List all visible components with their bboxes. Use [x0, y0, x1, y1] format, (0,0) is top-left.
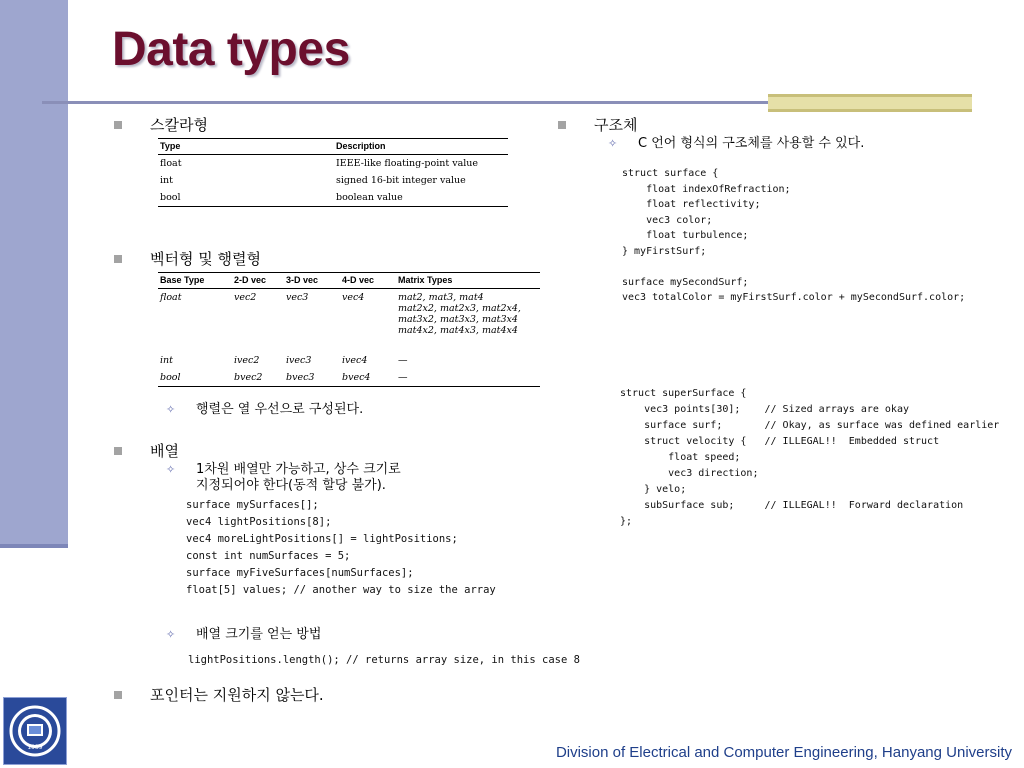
table-cell: int: [160, 355, 173, 366]
array-length-code: lightPositions.length(); // returns array size, in this case 8: [188, 654, 580, 666]
table-cell: bool: [160, 192, 181, 203]
table-cell: float: [160, 158, 182, 169]
table-row: [158, 289, 540, 353]
diamond-bullet-icon: ✧: [166, 628, 176, 641]
struct-note-text: C 언어 형식의 구조체를 사용할 수 있다.: [638, 136, 865, 151]
scalar-heading: 스칼라형: [150, 116, 208, 134]
logo-year: 1939: [27, 744, 43, 751]
struct-code-block: struct surface { float indexOfRefraction; float reflectivity; vec3 color; float turbulence; } myFirstSurf; surface mySecondSurf; vec3 totalColor = myFirstSurf.color + mySecondSurf.color;: [622, 168, 966, 303]
table-cell: vec2: [234, 292, 257, 303]
bullet-vector-matrix: [114, 248, 261, 269]
diamond-bullet-icon: ✧: [166, 403, 176, 416]
struct-note: [608, 136, 864, 152]
square-bullet-icon: [114, 255, 122, 263]
square-bullet-icon: [558, 121, 566, 129]
array-note: [166, 462, 401, 494]
array-length-note-text: 배열 크기를 얻는 방법: [196, 627, 322, 642]
vector-col-header: Matrix Types: [396, 273, 540, 289]
table-cell: —: [398, 355, 408, 366]
vector-matrix-table: [158, 272, 540, 387]
scalar-type-table: [158, 138, 508, 207]
array-note-line: 지정되어야 한다(동적 할당 불가).: [196, 478, 386, 493]
bullet-array: [114, 440, 179, 461]
university-seal-icon: [7, 702, 63, 760]
table-cell: mat2, mat3, mat4 mat2x2, mat2x3, mat2x4, mat3x2, mat3x3, mat3x4 mat4x2, mat4x3, mat4x4: [398, 292, 521, 336]
table-cell: —: [398, 372, 408, 383]
table-cell: vec3: [286, 292, 309, 303]
table-cell: IEEE-like floating-point value: [336, 158, 479, 169]
scalar-col-header: Type: [158, 139, 334, 155]
table-cell: vec4: [342, 292, 365, 303]
vector-col-header: Base Type: [158, 273, 232, 289]
array-note-line: 1차원 배열만 가능하고, 상수 크기로: [196, 462, 401, 477]
matrix-note: [166, 402, 363, 418]
left-bar-edge: [0, 544, 68, 548]
table-row: [158, 369, 540, 387]
super-surface-code-block: struct superSurface { vec3 points[30]; // Sized arrays are okay surface surf; // Okay, as surface was defined earlier struct velocity { // ILLEGAL!! Embedded struct float speed; vec3 direction; } velo; subSurface sub; // ILLEGAL!! Forward declaration };: [620, 388, 1000, 527]
table-row: [158, 352, 540, 369]
array-length-note: [166, 627, 321, 643]
table-cell: signed 16-bit integer value: [336, 175, 466, 186]
matrix-note-text: 행렬은 열 우선으로 구성된다.: [196, 402, 364, 417]
university-logo: [3, 697, 67, 765]
table-cell: float: [160, 292, 182, 303]
array-heading: 배열: [150, 442, 179, 460]
vector-col-header: 4-D vec: [340, 273, 396, 289]
table-cell: bvec4: [342, 372, 371, 383]
table-row: [158, 155, 508, 173]
vector-heading: 벡터형 및 행렬형: [150, 250, 261, 268]
slide-title: Data types: [112, 23, 350, 76]
diamond-bullet-icon: ✧: [166, 463, 176, 476]
pointer-heading: 포인터는 지원하지 않는다.: [150, 686, 324, 704]
footer-text: Division of Electrical and Computer Engineering, Hanyang University: [555, 744, 1012, 761]
vector-col-header: 3-D vec: [284, 273, 340, 289]
table-cell: int: [160, 175, 173, 186]
bullet-pointer: [114, 684, 324, 705]
bullet-struct: [558, 114, 637, 135]
table-cell: ivec3: [286, 355, 312, 366]
table-cell: bool: [160, 372, 181, 383]
square-bullet-icon: [114, 447, 122, 455]
array-code-block: surface mySurfaces[]; vec4 lightPositions[8]; vec4 moreLightPositions[] = lightPositions; const int numSurfaces = 5; surface myFiveSurfaces[numSurfaces]; float[5] values; // another way to size the array: [186, 499, 496, 596]
diamond-bullet-icon: ✧: [608, 137, 618, 150]
table-cell: boolean value: [336, 192, 403, 203]
table-row: [158, 189, 508, 207]
struct-heading: 구조체: [594, 116, 638, 134]
square-bullet-icon: [114, 121, 122, 129]
scalar-col-header: Description: [334, 139, 508, 155]
title-accent-bar: [768, 94, 972, 112]
table-cell: ivec4: [342, 355, 368, 366]
bullet-scalar: [114, 114, 208, 135]
table-cell: ivec2: [234, 355, 260, 366]
left-decorative-bar: [0, 0, 68, 548]
table-row: [158, 172, 508, 189]
table-cell: bvec3: [286, 372, 315, 383]
vector-col-header: 2-D vec: [232, 273, 284, 289]
table-cell: bvec2: [234, 372, 263, 383]
square-bullet-icon: [114, 691, 122, 699]
